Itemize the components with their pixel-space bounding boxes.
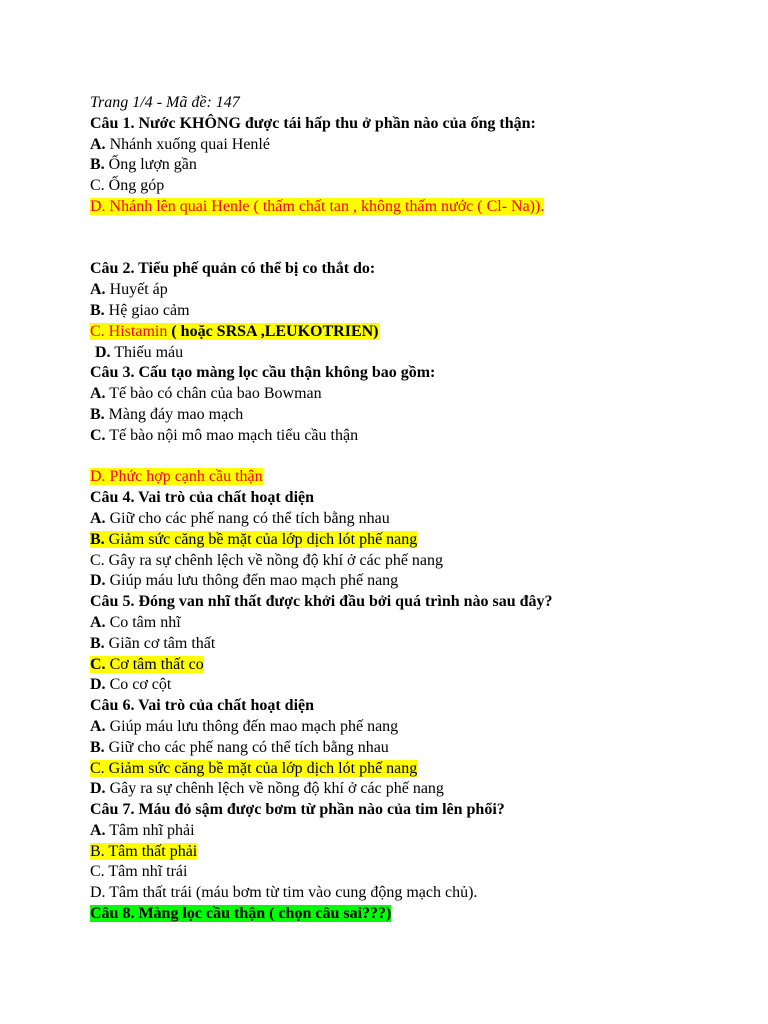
question-5-option-c-answer: C. Cơ tâm thất co xyxy=(90,655,204,673)
question-7-option-b-answer: B. Tâm thất phải xyxy=(90,842,198,860)
question-6-title: Câu 6. Vai trò của chất hoạt diện xyxy=(90,697,315,715)
question-3-title: Câu 3. Cấu tạo màng lọc cầu thận không bao gồm: xyxy=(90,364,436,382)
spacer xyxy=(90,239,728,260)
question-3-option-b: B. Màng đáy mao mạch xyxy=(90,405,244,423)
question-5-option-d: D. Co cơ cột xyxy=(90,676,172,694)
question-6-option-b: B. Giữ cho các phế nang có thể tích bằng nhau xyxy=(90,738,389,756)
question-2-option-d: D. Thiếu máu xyxy=(95,343,184,361)
question-4-option-d: D. Giúp máu lưu thông đến mao mạch phế nang xyxy=(90,572,399,590)
question-2-option-a: A. Huyết áp xyxy=(90,281,168,299)
question-1-title: Câu 1. Nước KHÔNG được tái hấp thu ở phần nào của ống thận: xyxy=(90,114,536,132)
question-6-option-d: D. Gây ra sự chênh lệch về nồng độ khí ở các phế nang xyxy=(90,780,444,798)
question-5-option-a: A. Co tâm nhĩ xyxy=(90,613,181,631)
question-2-option-b: B. Hệ giao cảm xyxy=(90,301,190,319)
question-7-option-c: C. Tâm nhĩ trái xyxy=(90,863,188,881)
question-4-title: Câu 4. Vai trò của chất hoạt diện xyxy=(90,489,315,507)
page-header: Trang 1/4 - Mã đề: 147 xyxy=(90,94,240,111)
question-7-title: Câu 7. Máu đỏ sậm được bơm từ phần nào của tim lên phổi? xyxy=(90,801,505,819)
question-1-option-a: A. Nhánh xuống quai Henlé xyxy=(90,135,270,153)
question-3-option-a: A. Tế bào có chân của bao Bowman xyxy=(90,385,322,403)
question-8-title: Câu 8. Màng lọc cầu thận ( chọn câu sai???) xyxy=(90,905,392,923)
question-7-option-d: D. Tâm thất trái (máu bơm từ tim vào cung động mạch chủ). xyxy=(90,884,478,902)
question-1-option-d-answer: D. Nhánh lên quai Henle ( thấm chất tan , không thấm nước ( Cl- Na)). xyxy=(90,197,545,215)
question-4-option-a: A. Giữ cho các phế nang có thể tích bằng nhau xyxy=(90,509,390,527)
question-6-option-a: A. Giúp máu lưu thông đến mao mạch phế nang xyxy=(90,717,399,735)
question-3-option-c: C. Tế bào nội mô mao mạch tiểu cầu thận xyxy=(90,426,359,444)
question-6-option-c-answer: C. Giảm sức căng bề mặt của lớp dịch lót phế nang xyxy=(90,759,418,777)
spacer xyxy=(90,218,728,239)
question-4-option-b-answer: B. Giảm sức căng bề mặt của lớp dịch lót phế nang xyxy=(90,530,418,548)
spacer xyxy=(90,447,728,468)
question-2-title: Câu 2. Tiểu phế quản có thể bị co thắt do: xyxy=(90,260,376,278)
question-5-option-b: B. Giãn cơ tâm thất xyxy=(90,634,216,652)
question-4-option-c: C. Gây ra sự chênh lệch về nồng độ khí ở các phế nang xyxy=(90,551,444,569)
question-2-option-c-answer: C. Histamin ( hoặc SRSA ,LEUKOTRIEN) xyxy=(90,322,379,340)
question-1-option-b: B. Ống lượn gần xyxy=(90,156,197,174)
question-5-title: Câu 5. Đóng van nhĩ thất được khởi đầu bởi quá trình nào sau đây? xyxy=(90,593,553,611)
question-1-option-c: C. Ống góp xyxy=(90,177,165,195)
question-3-option-d-answer: D. Phức hợp cạnh cầu thận xyxy=(90,468,263,486)
question-7-option-a: A. Tâm nhĩ phải xyxy=(90,821,195,839)
